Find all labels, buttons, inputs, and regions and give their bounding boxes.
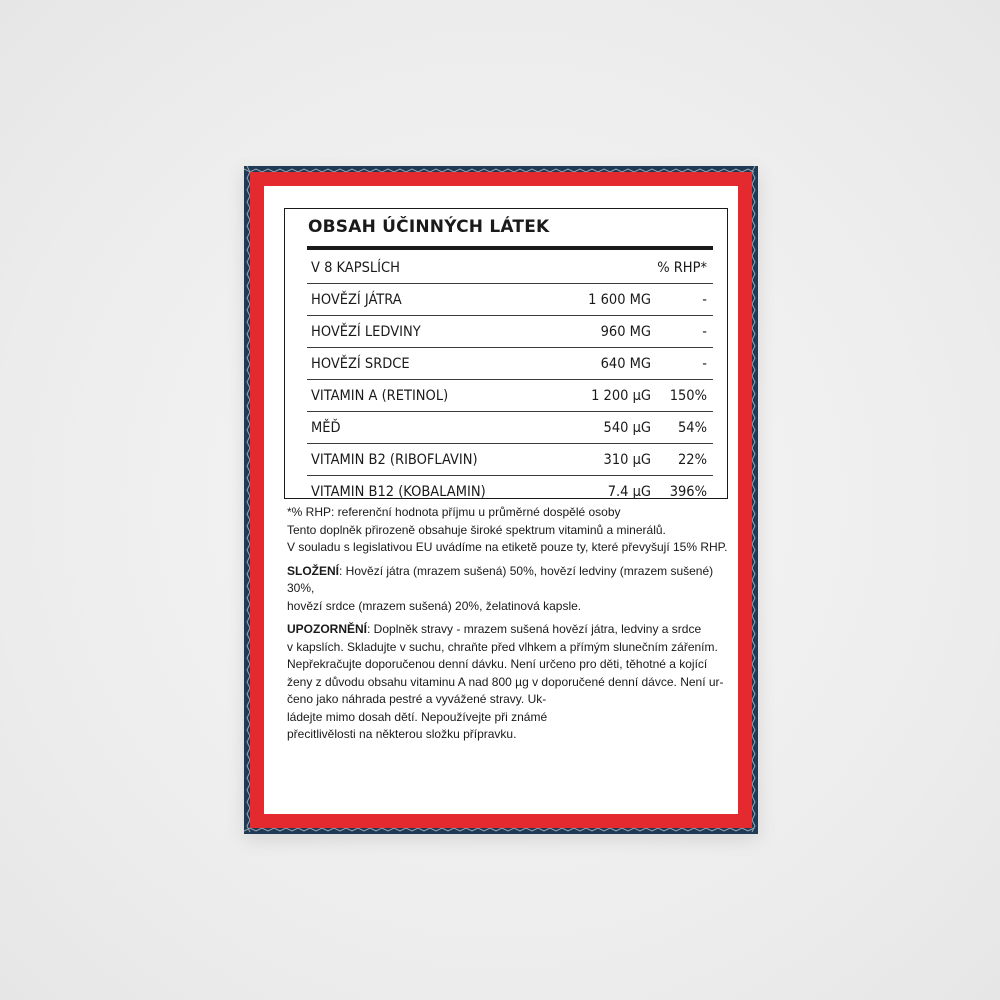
table-row <box>307 284 713 316</box>
warning-text: ženy z důvodu obsahu vitaminu A nad 800 µg v doporučené denní dávce. Není ur- <box>287 674 724 689</box>
composition-section <box>287 563 737 616</box>
warning-text: čeno jako náhrada pestré a vyvážené stravy. Uk- <box>287 692 547 706</box>
warning-text: přecitlivělosti na některou složku přípravku. <box>287 727 517 741</box>
warning-text: Nepřekračujte doporučenou denní dávku. Není určeno pro děti, těhotné a kojící <box>287 657 708 671</box>
ingredient-amount: 540 µG <box>603 420 651 436</box>
ingredient-amount: 7.4 µG <box>607 484 651 500</box>
ingredient-rhp: 150% <box>669 388 707 404</box>
ingredient-name: HOVĚZÍ JÁTRA <box>311 292 402 308</box>
composition-text: : Hovězí játra (mrazem sušená) 50%, hovězí ledviny (mrazem sušené) 30%, <box>287 563 714 595</box>
ingredient-rhp: - <box>702 324 707 340</box>
ingredient-amount: 310 µG <box>603 452 651 468</box>
table-row <box>307 380 713 412</box>
header-rhp: % RHP* <box>657 260 707 276</box>
rhp-note-line: *% RHP: referenční hodnota příjmu u průměrné dospělé osoby <box>287 505 621 519</box>
table-title: OBSAH ÚČINNÝCH LÁTEK <box>308 217 550 237</box>
ingredient-rhp: 54% <box>678 420 707 436</box>
table-row <box>307 316 713 348</box>
red-frame <box>250 172 752 828</box>
label-notes <box>287 504 737 744</box>
ingredient-name: VITAMIN B12 (KOBALAMIN) <box>311 484 486 500</box>
warning-label: UPOZORNĚNÍ <box>287 622 368 636</box>
table-rows <box>307 252 713 507</box>
title-divider <box>307 246 713 250</box>
ingredient-rhp: - <box>702 292 707 308</box>
nutrition-table <box>284 208 728 499</box>
ingredient-name: VITAMIN B2 (RIBOFLAVIN) <box>311 452 478 468</box>
table-header-row <box>307 252 713 284</box>
rhp-note <box>287 504 737 557</box>
supplement-label <box>244 166 758 834</box>
ingredient-amount: 960 MG <box>600 324 651 340</box>
ingredient-rhp: 396% <box>669 484 707 500</box>
warning-text: ládejte mimo dosah dětí. Nepoužívejte při známé <box>287 709 548 724</box>
warning-text: : Doplněk stravy - mrazem sušená hovězí játra, ledviny a srdce <box>367 622 702 636</box>
rhp-note-line: Tento doplněk přirozeně obsahuje široké spektrum vitaminů a minerálů. <box>287 522 666 537</box>
ingredient-rhp: - <box>702 356 707 372</box>
ingredient-rhp: 22% <box>678 452 707 468</box>
table-row <box>307 348 713 380</box>
ingredient-name: VITAMIN A (RETINOL) <box>311 388 449 404</box>
table-row <box>307 444 713 476</box>
header-name: V 8 KAPSLÍCH <box>311 260 400 276</box>
ingredient-amount: 640 MG <box>600 356 651 372</box>
table-row <box>307 412 713 444</box>
ingredient-name: HOVĚZÍ SRDCE <box>311 356 410 372</box>
ingredient-name: MĚĎ <box>311 420 341 436</box>
ingredient-amount: 1 600 MG <box>588 292 651 308</box>
composition-label: SLOŽENÍ <box>287 563 340 578</box>
table-row <box>307 476 713 507</box>
composition-text: hovězí srdce (mrazem sušená) 20%, želatinová kapsle. <box>287 598 582 613</box>
label-content-panel <box>264 186 738 814</box>
warning-section <box>287 621 737 744</box>
warning-text: v kapslích. Skladujte v suchu, chraňte před vlhkem a přímým slunečním zářením. <box>287 639 718 654</box>
rhp-note-line: V souladu s legislativou EU uvádíme na etiketě pouze ty, které převyšují 15% RHP. <box>287 540 728 554</box>
ingredient-name: HOVĚZÍ LEDVINY <box>311 324 421 340</box>
ingredient-amount: 1 200 µG <box>591 388 651 404</box>
